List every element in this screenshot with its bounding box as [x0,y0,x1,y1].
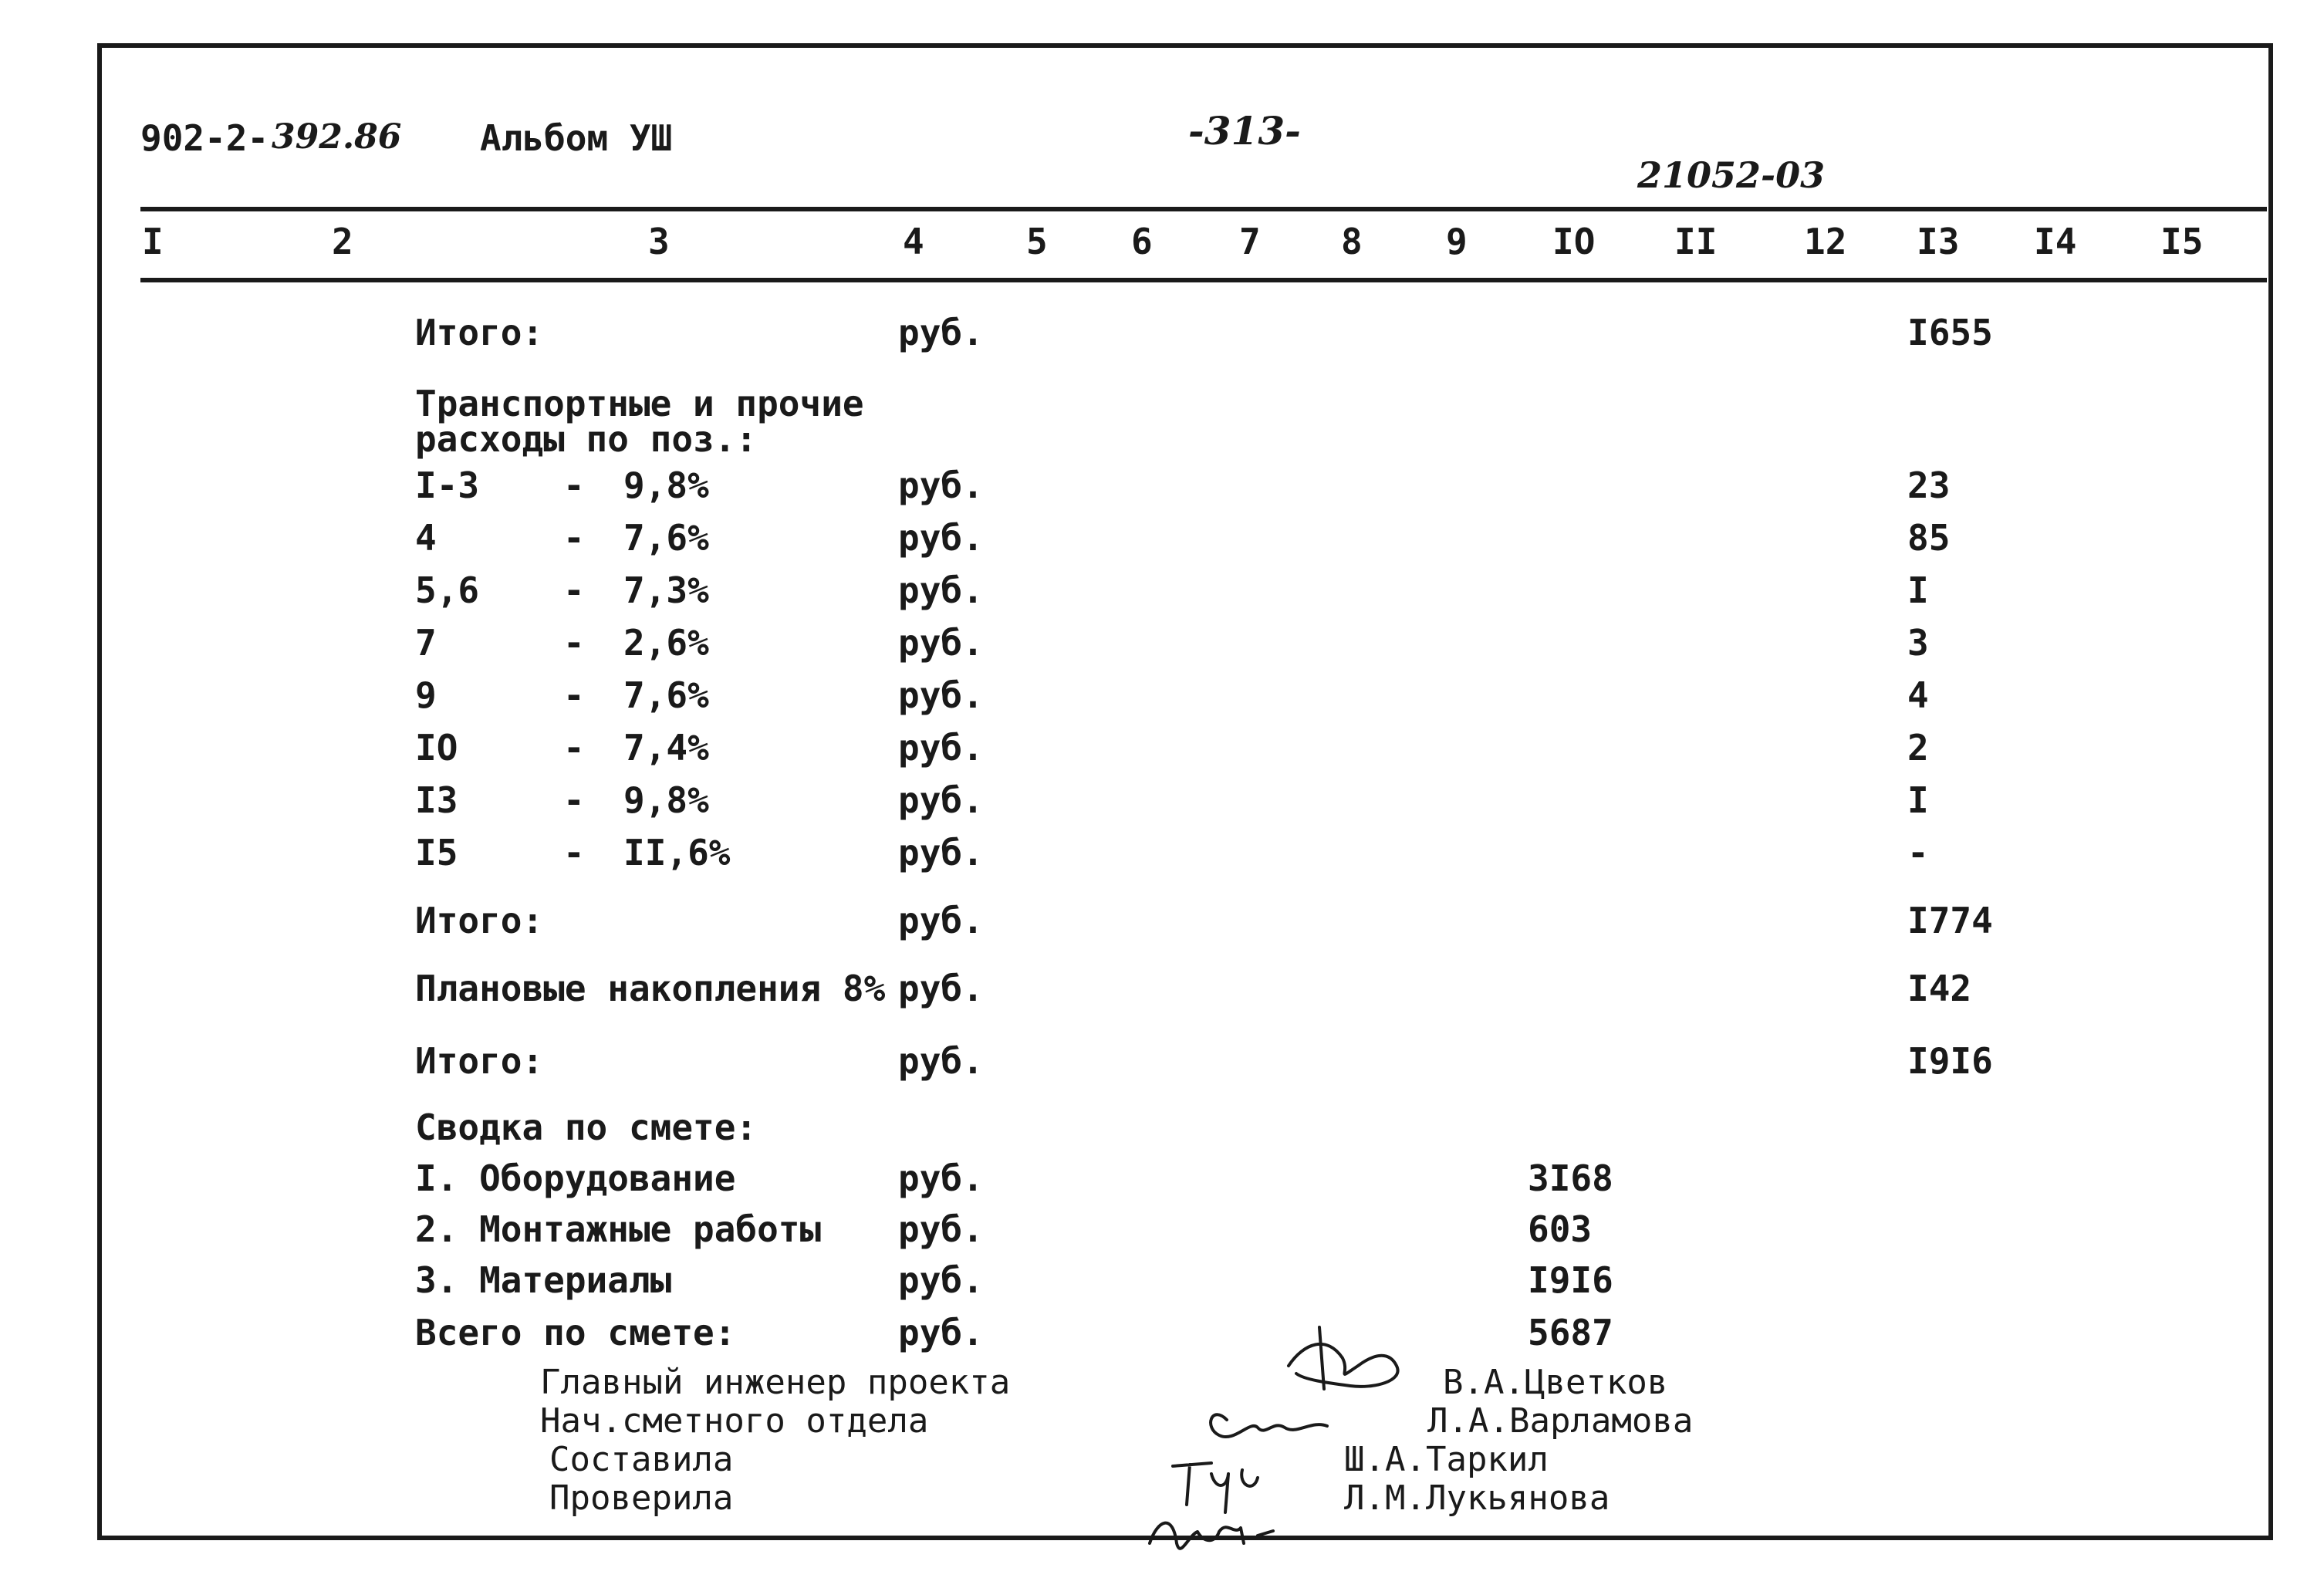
row-label: 2. Монтажные работы [415,1208,822,1250]
page-number: -313- [1188,108,1301,154]
handwritten-signatures [1142,1312,1466,1559]
position: 4 [415,517,437,559]
row-value: I [1907,569,1929,611]
percent: 9,8% [623,465,709,506]
dash: - [563,674,585,716]
row-value: 23 [1907,465,1951,506]
transport-heading-line1: Транспортные и прочие [415,383,864,424]
dash: - [563,465,585,506]
signatory-role: Проверила [549,1478,734,1518]
row-unit: руб. [898,1208,984,1250]
row-unit: руб. [898,1157,984,1199]
column-number: 5 [1026,221,1048,262]
dash: - [563,779,585,821]
row-label: Всего по смете: [415,1312,736,1353]
row-unit: руб. [898,517,984,559]
percent: 9,8% [623,779,709,821]
position: 5,6 [415,569,480,611]
row-unit: руб. [898,1312,984,1353]
row-label: I. Оборудование [415,1157,736,1199]
percent: 7,4% [623,727,709,769]
row-value: I [1907,779,1929,821]
signatory-role: Составила [549,1440,734,1479]
percent: II,6% [623,832,731,873]
dash: - [563,727,585,769]
dash: - [563,832,585,873]
column-number: IO [1552,221,1596,262]
column-number: II [1674,221,1718,262]
row-value: I9I6 [1528,1259,1613,1301]
column-number: 7 [1239,221,1261,262]
row-unit: руб. [898,1259,984,1301]
position: 9 [415,674,437,716]
row-value: 3 [1907,622,1929,664]
percent: 7,6% [623,674,709,716]
signatory-name: Л.М.Лукьянова [1344,1478,1610,1518]
signatory-role: Главный инженер проекта [540,1363,1011,1402]
column-number: I [142,221,164,262]
dash: - [563,517,585,559]
row-unit: руб. [898,312,984,353]
row-unit: руб. [898,900,984,941]
dash: - [563,622,585,664]
row-value: I42 [1907,968,1972,1009]
percent: 7,6% [623,517,709,559]
row-unit: руб. [898,569,984,611]
stamp-number: 21052-03 [1637,154,1826,196]
doc-code-handwritten: 392.86 [272,117,402,157]
row-label: Итого: [415,312,544,353]
album-title: Альбом УШ [480,117,673,159]
summary-title: Сводка по смете: [415,1107,758,1148]
row-label: Плановые накопления 8% [415,968,886,1009]
header-rule-bottom [140,278,2267,282]
row-unit: руб. [898,968,984,1009]
position: IO [415,727,458,769]
position: I5 [415,832,458,873]
signatory-role: Нач.сметного отдела [540,1401,929,1441]
position: 7 [415,622,437,664]
row-unit: руб. [898,1040,984,1082]
row-value: 4 [1907,674,1929,716]
dash: - [563,569,585,611]
row-unit: руб. [898,832,984,873]
column-number: 6 [1131,221,1153,262]
row-label: 3. Материалы [415,1259,672,1301]
row-value: 3I68 [1528,1157,1613,1199]
row-unit: руб. [898,465,984,506]
row-unit: руб. [898,779,984,821]
column-number: 4 [903,221,924,262]
position: I3 [415,779,458,821]
row-value: I774 [1907,900,1993,941]
column-number: I5 [2160,221,2204,262]
row-value: 5687 [1528,1312,1613,1353]
row-value: - [1907,832,1929,873]
row-value: I9I6 [1907,1040,1993,1082]
row-label: Итого: [415,1040,544,1082]
row-unit: руб. [898,674,984,716]
signatory-name: Л.А.Варламова [1427,1401,1694,1441]
row-label: Итого: [415,900,544,941]
percent: 7,3% [623,569,709,611]
column-number: 12 [1804,221,1847,262]
column-number: 3 [648,221,670,262]
row-unit: руб. [898,622,984,664]
column-number: I4 [2034,221,2077,262]
position: I-3 [415,465,480,506]
transport-heading-line2: расходы по поз.: [415,418,758,460]
percent: 2,6% [623,622,709,664]
row-value: 2 [1907,727,1929,769]
doc-code-prefix: 902-2- [140,117,269,159]
signatory-name: Ш.А.Таркил [1344,1440,1549,1479]
signatory-name: В.А.Цветков [1443,1363,1668,1402]
row-value: 603 [1528,1208,1593,1250]
column-number: 2 [332,221,353,262]
column-number: I3 [1917,221,1960,262]
row-value: 85 [1907,517,1951,559]
header-rule-top [140,207,2267,211]
row-unit: руб. [898,727,984,769]
column-number: 8 [1341,221,1363,262]
column-number: 9 [1446,221,1468,262]
row-value: I655 [1907,312,1993,353]
